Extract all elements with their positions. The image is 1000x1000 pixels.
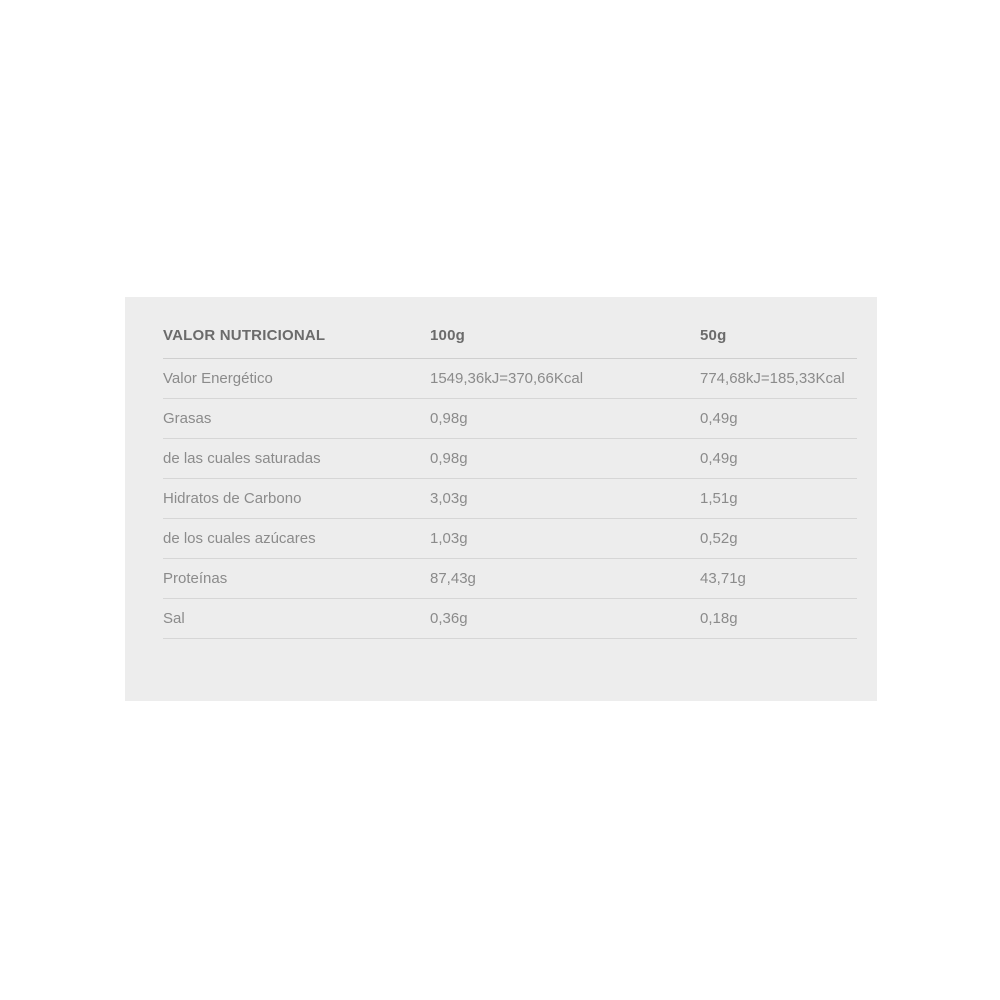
table-row-valor-energetico [163,359,857,399]
row-label: Valor Energético [163,370,273,387]
row-value-100g: 3,03g [430,490,468,507]
row-label: Proteínas [163,570,228,587]
row-value-50g: 43,71g [700,570,746,587]
row-value-100g: 0,36g [430,610,468,627]
header-col-100g: 100g [430,327,465,344]
row-label: Sal [163,610,185,627]
table-row-proteinas [163,559,857,599]
row-value-100g: 1,03g [430,530,468,547]
row-label: de los cuales azúcares [163,530,316,547]
row-value-100g: 0,98g [430,450,468,467]
nutrition-table-header [163,297,857,359]
table-row-azucares [163,519,857,559]
row-value-50g: 0,49g [700,450,738,467]
row-value-100g: 0,98g [430,410,468,427]
table-row-grasas [163,399,857,439]
nutrition-table [125,297,877,701]
row-value-50g: 0,49g [700,410,738,427]
table-row-hidratos [163,479,857,519]
table-row-saturadas [163,439,857,479]
row-value-50g: 774,68kJ=185,33Kcal [700,370,845,387]
header-label: VALOR NUTRICIONAL [163,327,326,344]
row-value-100g: 1549,36kJ=370,66Kcal [430,370,584,387]
row-label: Grasas [163,410,212,427]
row-value-50g: 1,51g [700,490,738,507]
row-label: Hidratos de Carbono [163,490,302,507]
table-row-sal [163,599,857,639]
header-col-50g: 50g [700,327,727,344]
row-value-100g: 87,43g [430,570,476,587]
row-label: de las cuales saturadas [163,450,321,467]
row-value-50g: 0,18g [700,610,738,627]
row-value-50g: 0,52g [700,530,738,547]
